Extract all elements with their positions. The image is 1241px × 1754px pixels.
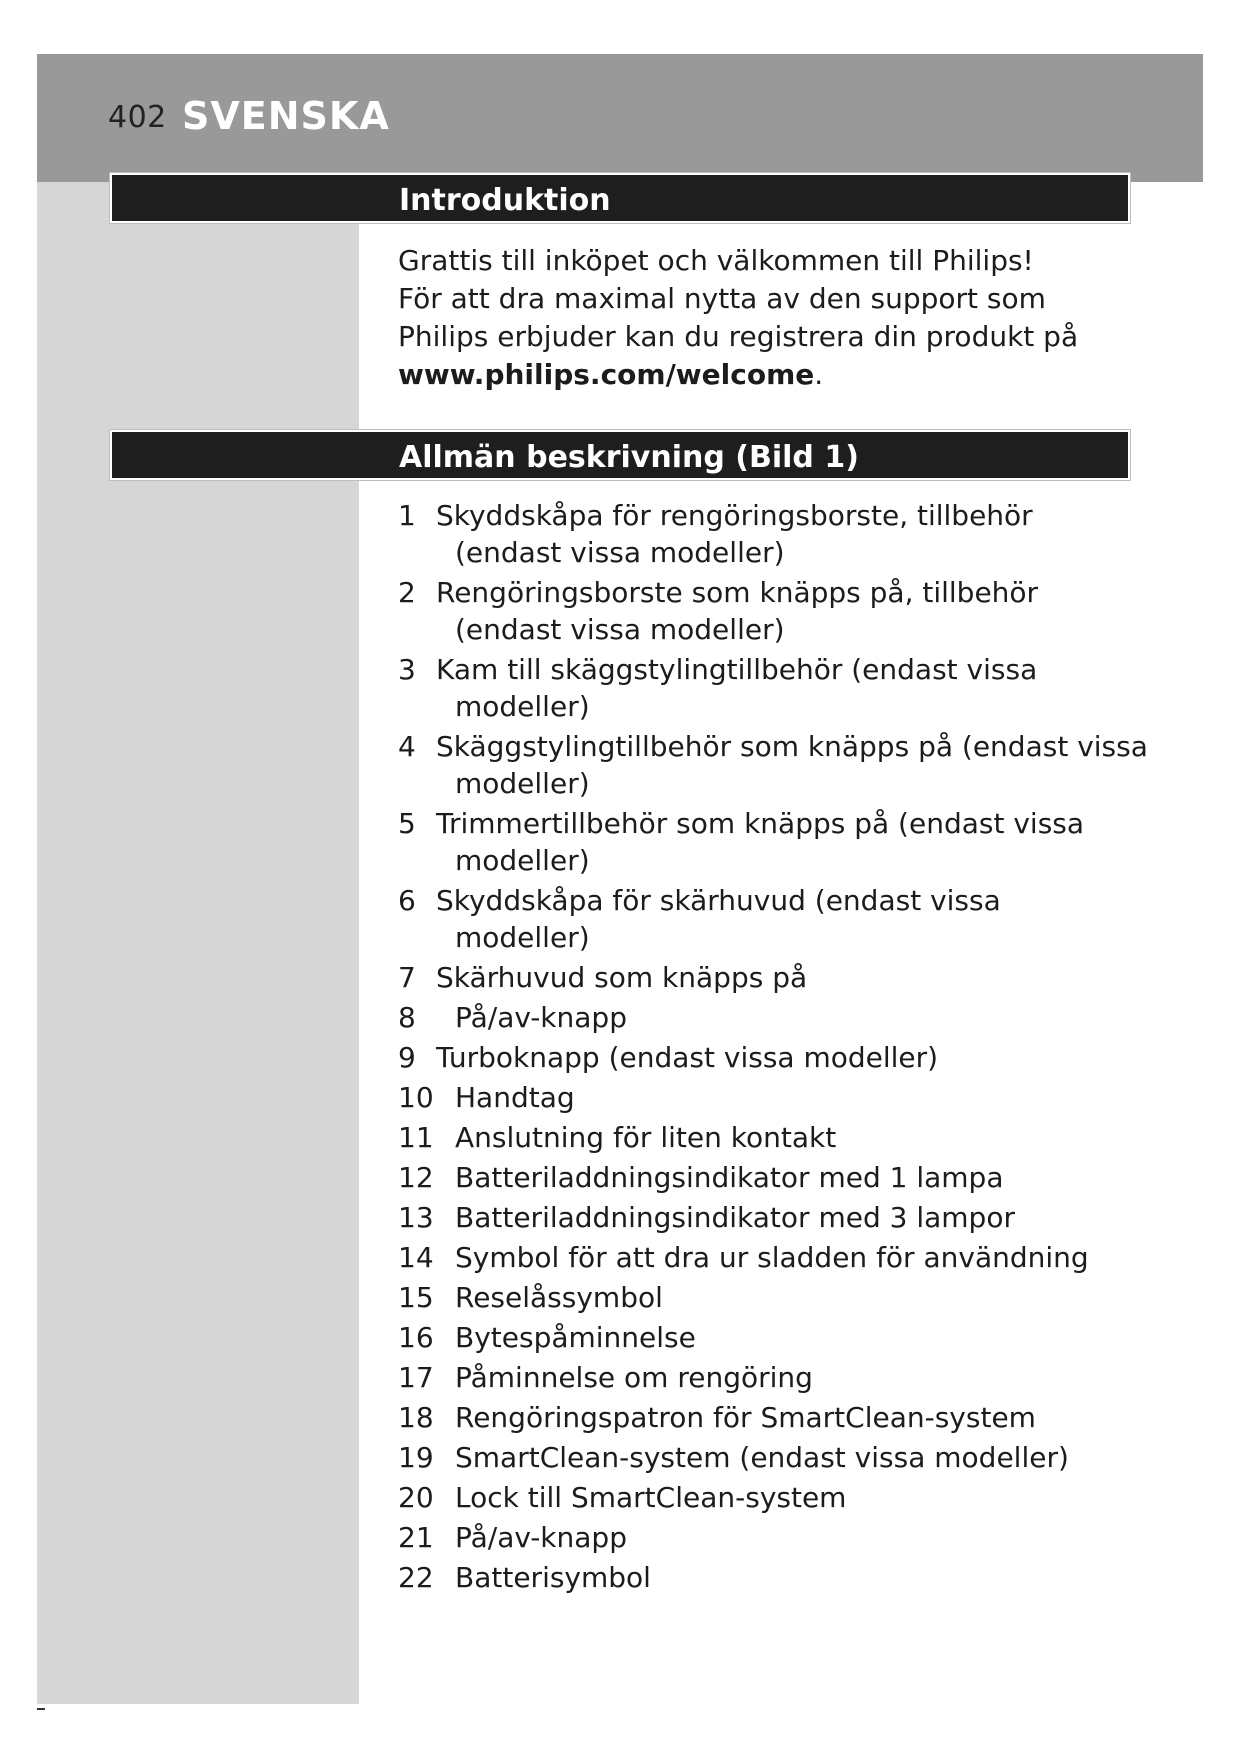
- list-item: [398, 1519, 1138, 1556]
- list-item: [398, 1239, 1138, 1276]
- item-number: 18: [398, 1401, 434, 1434]
- list-item: [398, 1399, 1138, 1436]
- list-item: [398, 1119, 1138, 1156]
- list-item: [398, 1159, 1138, 1196]
- list-item: [398, 497, 1138, 571]
- url-suffix: .: [814, 358, 824, 391]
- item-number: 13: [398, 1201, 434, 1234]
- item-text: Bytespåminnelse: [455, 1321, 696, 1354]
- item-number: 6: [398, 884, 416, 917]
- list-item: [398, 1559, 1138, 1596]
- item-number: 12: [398, 1161, 434, 1194]
- item-text-continued: (endast vissa modeller): [455, 613, 785, 646]
- item-number: 10: [398, 1081, 434, 1114]
- intro-line: Grattis till inköpet och välkommen till Philips!: [398, 244, 1034, 277]
- welcome-url[interactable]: www.philips.com/welcome: [398, 358, 815, 391]
- list-item: [398, 959, 1138, 996]
- item-number: 4: [398, 730, 416, 763]
- item-text: Skyddskåpa för rengöringsborste, tillbehör: [436, 499, 1033, 532]
- item-text: På/av-knapp: [455, 1521, 627, 1554]
- item-number: 8: [398, 1001, 416, 1034]
- list-item: [398, 1439, 1138, 1476]
- list-item: [398, 574, 1138, 648]
- item-text: Handtag: [455, 1081, 575, 1114]
- section-bar-general-description: [110, 430, 1130, 480]
- list-item: [398, 1199, 1138, 1236]
- list-item: [398, 1079, 1138, 1116]
- list-item: [398, 651, 1138, 725]
- parts-list: [398, 497, 1148, 1599]
- item-number: 7: [398, 961, 416, 994]
- item-text: Batteriladdningsindikator med 1 lampa: [455, 1161, 1004, 1194]
- page-number: 402: [108, 100, 167, 135]
- item-number: 5: [398, 807, 416, 840]
- list-item: [398, 999, 1138, 1036]
- crop-mark: [37, 1708, 45, 1710]
- intro-line: Philips erbjuder kan du registrera din produkt på: [398, 320, 1079, 353]
- item-number: 11: [398, 1121, 434, 1154]
- section-title-general-description: Allmän beskrivning (Bild 1): [399, 440, 859, 475]
- item-number: 19: [398, 1441, 434, 1474]
- item-text: Rengöringsborste som knäpps på, tillbehör: [436, 576, 1039, 609]
- item-number: 17: [398, 1361, 434, 1394]
- item-text: Kam till skäggstylingtillbehör (endast vissa: [436, 653, 1038, 686]
- list-item: [398, 805, 1138, 879]
- section-bar-introduction: [110, 173, 1130, 223]
- item-number: 16: [398, 1321, 434, 1354]
- item-text-continued: modeller): [455, 767, 590, 800]
- item-text: Rengöringspatron för SmartClean-system: [455, 1401, 1036, 1434]
- intro-line: För att dra maximal nytta av den support som: [398, 282, 1046, 315]
- language-title: SVENSKA: [182, 94, 390, 138]
- item-text: Skyddskåpa för skärhuvud (endast vissa: [436, 884, 1001, 917]
- item-number: 22: [398, 1561, 434, 1594]
- item-text: Skäggstylingtillbehör som knäpps på (endast vissa: [436, 730, 1148, 763]
- item-text: Reselåssymbol: [455, 1281, 663, 1314]
- item-text: Påminnelse om rengöring: [455, 1361, 813, 1394]
- list-item: [398, 882, 1138, 956]
- item-text: Turboknapp (endast vissa modeller): [436, 1041, 939, 1074]
- item-text-continued: modeller): [455, 690, 590, 723]
- item-number: 3: [398, 653, 416, 686]
- item-text: Trimmertillbehör som knäpps på (endast vissa: [436, 807, 1085, 840]
- item-number: 20: [398, 1481, 434, 1514]
- list-item: [398, 1039, 1138, 1076]
- item-text: Batterisymbol: [455, 1561, 651, 1594]
- left-margin-column: [37, 182, 359, 1704]
- item-text-continued: (endast vissa modeller): [455, 536, 785, 569]
- item-number: 14: [398, 1241, 434, 1274]
- list-item: [398, 1279, 1138, 1316]
- item-text: Skärhuvud som knäpps på: [436, 961, 808, 994]
- item-number: 1: [398, 499, 416, 532]
- item-text: På/av-knapp: [455, 1001, 627, 1034]
- item-text: Batteriladdningsindikator med 3 lampor: [455, 1201, 1015, 1234]
- item-text: SmartClean-system (endast vissa modeller): [455, 1441, 1069, 1474]
- section-title-introduction: Introduktion: [399, 183, 611, 218]
- item-number: 9: [398, 1041, 416, 1074]
- list-item: [398, 1319, 1138, 1356]
- item-text: Lock till SmartClean-system: [455, 1481, 847, 1514]
- introduction-text: [398, 242, 1118, 394]
- item-number: 2: [398, 576, 416, 609]
- item-text-continued: modeller): [455, 921, 590, 954]
- item-text: Symbol för att dra ur sladden för användning: [455, 1241, 1089, 1274]
- intro-url-line: [398, 356, 1118, 394]
- item-text: Anslutning för liten kontakt: [455, 1121, 837, 1154]
- list-item: [398, 1359, 1138, 1396]
- item-text-continued: modeller): [455, 844, 590, 877]
- list-item: [398, 1479, 1138, 1516]
- list-item: [398, 728, 1148, 802]
- item-number: 21: [398, 1521, 434, 1554]
- item-number: 15: [398, 1281, 434, 1314]
